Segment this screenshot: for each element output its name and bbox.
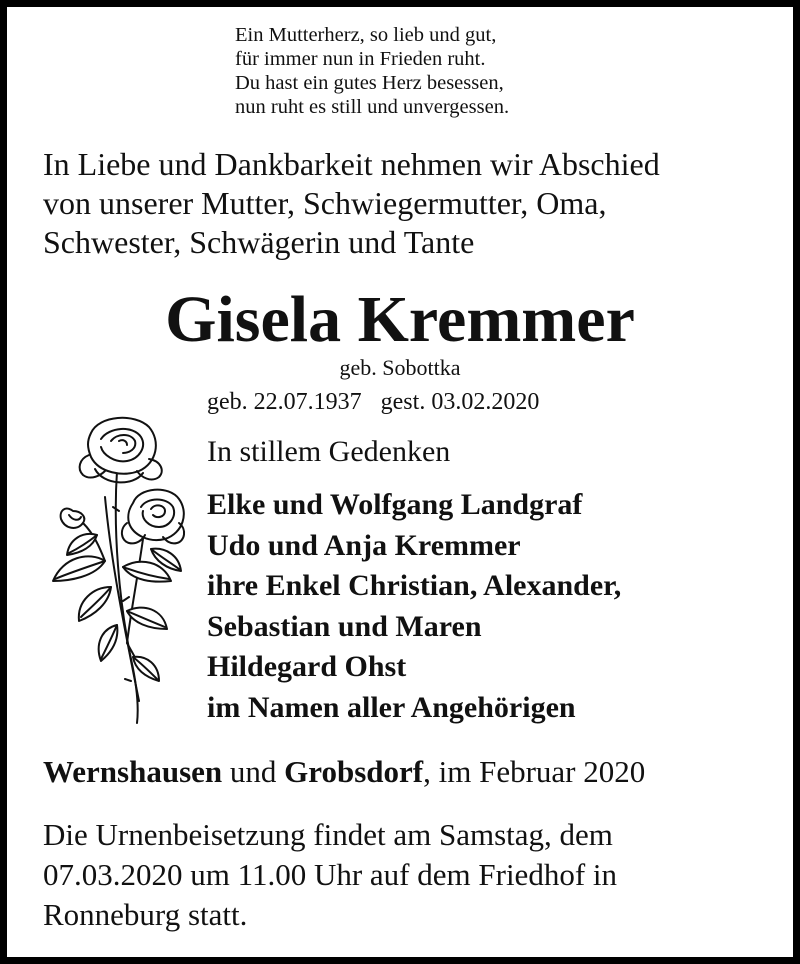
roses-bouquet-icon <box>39 411 189 731</box>
poem-line: nun ruht es still und unvergessen. <box>235 96 510 118</box>
place-date: , im Februar 2020 <box>423 754 646 789</box>
birth-date: geb. 22.07.1937 <box>207 389 362 415</box>
mourners-list <box>207 485 621 728</box>
intro-line: von unserer Mutter, Schwiegermutter, Oma, <box>43 185 607 221</box>
mourner: Hildegard Ohst <box>207 650 407 683</box>
funeral-notice <box>43 815 617 935</box>
funeral-line: Die Urnenbeisetzung findet am Samstag, dem <box>43 817 613 852</box>
mourner: Udo und Anja Kremmer <box>207 528 521 562</box>
town-grobsdorf: Grobsdorf <box>284 754 424 789</box>
funeral-line: Ronneburg statt. <box>43 897 248 932</box>
mourner: im Namen aller Angehörigen <box>207 690 576 724</box>
poem-line: Du hast ein gutes Herz besessen, <box>235 72 504 94</box>
funeral-line: 07.03.2020 um 11.00 Uhr auf dem Friedhof in <box>43 857 617 892</box>
maiden-name: geb. Sobottka <box>339 355 461 380</box>
mourner: ihre Enkel Christian, Alexander, <box>207 569 622 602</box>
poem-line: Ein Mutterherz, so lieb und gut, <box>235 24 497 46</box>
deceased-name: Gisela Kremmer <box>165 283 635 356</box>
mourner: Elke und Wolfgang Landgraf <box>207 488 583 521</box>
poem <box>235 23 509 119</box>
intro-line: In Liebe und Dankbarkeit nehmen wir Abschied <box>43 146 660 182</box>
intro-line: Schwester, Schwägerin und Tante <box>43 224 475 260</box>
memory-line: In stillem Gedenken <box>207 435 451 468</box>
town-wernshausen: Wernshausen <box>43 754 223 789</box>
obituary-card <box>7 7 793 957</box>
place-connector: und <box>222 754 285 789</box>
mourner: Sebastian und Maren <box>207 609 482 643</box>
place-and-date <box>43 752 645 792</box>
life-dates <box>207 387 558 417</box>
poem-line: für immer nun in Frieden ruht. <box>235 48 486 70</box>
death-date: gest. 03.02.2020 <box>380 389 540 415</box>
farewell-intro <box>43 145 660 262</box>
